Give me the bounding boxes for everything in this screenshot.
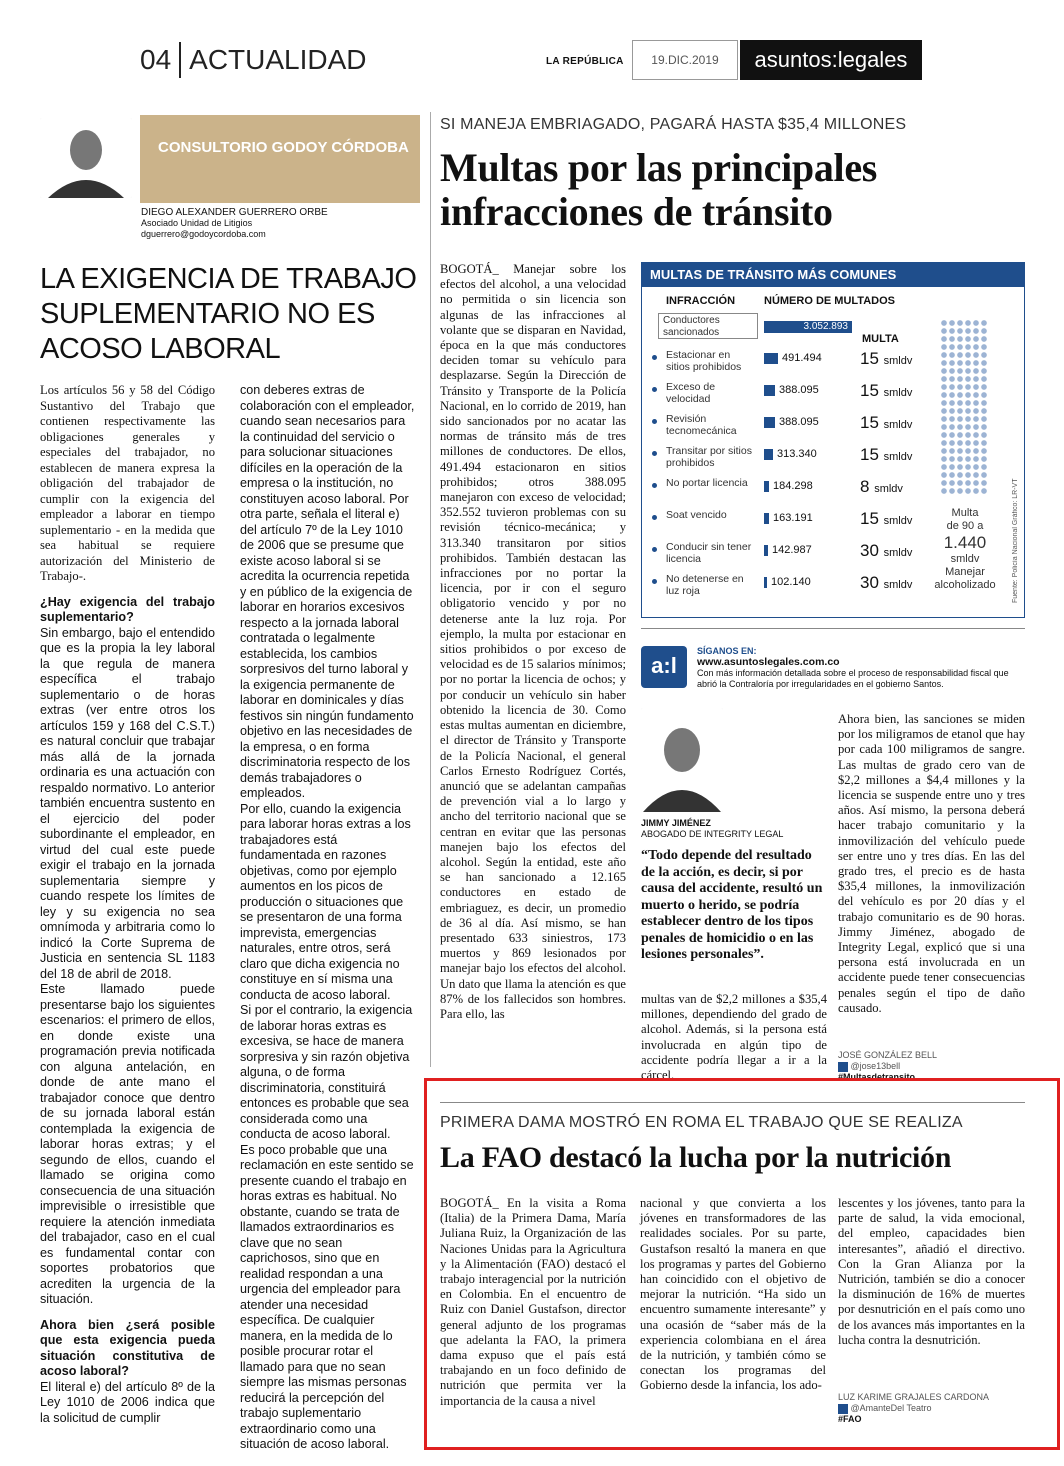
bullet-icon [652, 579, 657, 584]
divider [440, 1102, 1025, 1103]
author-role: Asociado Unidad de Litigios [141, 218, 253, 228]
row-bar [764, 449, 773, 460]
article2-title: La FAO destacó la lucha por la nutrición [440, 1141, 952, 1174]
byline-handle: @jose13bell [850, 1061, 901, 1071]
quoted-person-photo [641, 708, 723, 812]
author-name: DIEGO ALEXANDER GUERRERO ORBE [141, 207, 328, 218]
article1-column-1: BOGOTÁ_ Manejar sobre los efectos del alcohol, a una velocidad no permitida o sin licencia son algunas de las infracciones al volante que se disparan en Navidad, época en la que más conductores deciden tomar su vehículo para desplazarse. Según la Dirección de Tránsito y Transporte de la Policía Nacional, en lo corrido de 2019, han sido sancionados por no acatar las normas de tránsito más de tres millones de conductores. De ellos, 491.494 estacionaron en sitios prohibidos; otros 388.095 manejaron con exceso de velocidad; 352.552 tuvieron problemas con su revisión técnico-mecánica; y 313.340 transitaron por sitios prohibidos. También destacan las infracciones por no portar la licencia, por ir con el seguro obligatorio vencido y por no detenerse ante la luz roja. Por ejemplo, la multa por estacionar en sitios prohibidos o por exceso de velocidad es de 15 salarios mínimos; por no portar la licencia de ochos; y por conducir un vehículo sin haber obtenido la licencia de 30. Como estas multas aumentan en diciembre, el director de Tránsito y Transporte de la Policía Nacional, el general Carlos Ernesto Rodríguez Cortés, anunció que se adelantan campañas de prevención vial a lo largo y ancho del territorio nacional que se centran en evitar que las personas manejen bajo los efectos del alcohol. Según la entidad, este año se han sancionado a 12.165 conductores en estado de embriaguez, es decir, un promedio de 36 al día. Así mismo, se han presentado 633 siniestros, 173 muertos y 869 lesionados por manejar bajo los efectos del alcohol. Un dato que llama la atención es que 87% de los fallecidos son hombres. Para ello, las [440, 262, 626, 1021]
row-label: Exceso de velocidad [666, 381, 716, 405]
bullet-icon [652, 355, 657, 360]
row-fine-unit: smldv [874, 483, 903, 495]
row-fine-unit: smldv [883, 419, 913, 431]
row-bar [764, 481, 769, 492]
side-line: Multa [951, 507, 979, 519]
row-label: No detenerse en luz roja [666, 573, 744, 597]
row-count: 491.494 [782, 352, 822, 364]
author-photo [40, 118, 132, 198]
side-unit: smldv [950, 553, 980, 565]
article1-column-2-bottom: multas van de $2,2 millones a $35,4 millones, dependiendo del grado de alcohol. Además, si la persona está involucrada en algún tipo de accidente podría llegar a ir a la cárcel. [641, 992, 827, 1083]
newspaper-name: LA REPÚBLICA [546, 56, 624, 67]
quoted-role: ABOGADO DE INTEGRITY LEGAL [641, 829, 784, 839]
row-fine-unit: smldv [883, 547, 913, 559]
author-block [141, 207, 328, 240]
row-count: 388.095 [779, 416, 819, 428]
twitter-icon [838, 1404, 848, 1414]
row-count: 102.140 [771, 576, 811, 588]
col-header-infraction: INFRACCIÓN [666, 295, 736, 307]
row-label: Revisión tecnomecánica [666, 413, 737, 437]
byline-hashtag: #Multasdetransito [838, 1072, 916, 1082]
bullet-icon [652, 515, 657, 520]
article1-column-3: Ahora bien, las sanciones se miden por los miligramos de etanol que hay por cada 100 miligramos de sangre. Las multas de grado cero van de $2,2 millones a $4,4 millones y la licencia se suspende entre uno y tres años. Así mismo, la persona deberá hacer trabajo comunitario y la inmovilización del vehículo puede ser entre uno y tres días. En las del grado tres, el precio es de hasta $35,4 millones, la inmovilización del vehículo es por 20 días y el trabajo comunitario es de 90 horas. Jimmy Jiménez, abogado de Integrity Legal, explicó que si una persona está involucrada en un accidente puede tener consecuencias penales según el tipo de daño causado. [838, 712, 1025, 1015]
row-label: No portar licencia [666, 477, 748, 489]
header-divider [179, 42, 181, 78]
section-header [140, 42, 367, 78]
paragraph: Este llamado puede presentarse bajo los siguientes escenarios: el primero de ellos, en donde existe una programación previa notificada con alguna antelación, en donde de ante mano el trabajador conoce que dentro de su jornada laboral están contemplada la exigencia de laborar horas extras; y el segundo de ellos, cuando el llamado se origina como consecuencia de una situación imprevisible o irresistible que requiere la atención inmediata del trabajador, caso en el cual es fundamental contar con soportes probatorios que acrediten la urgencia de la situación. [40, 982, 215, 1306]
opinion-title: LA EXIGENCIA DE TRABAJO SUPLEMENTARIO NO ES ACOSO LABORAL [40, 263, 417, 365]
row-bar [764, 385, 775, 396]
row-bar [764, 417, 775, 428]
quoted-photo-illustration [641, 708, 723, 812]
author-email: dguerrero@godoycordoba.com [141, 229, 266, 239]
follow-box [697, 646, 1027, 690]
author-photo-illustration [40, 118, 132, 198]
row-bar [764, 577, 767, 588]
paragraph: Los artículos 56 y 58 del Código Sustantivo del Trabajo que contienen respectivamente las obligaciones generales y especiales del trabajador, no establecen de manera expresa la obligación del trabajador de cumplir con la exigencia del empleador a laborar en tiempo suplementario - en la medida que sea habitual se requiere autorización del Ministerio de Trabajo-. [40, 383, 215, 583]
article2-column-3: lescentes y los jóvenes, tanto para la parte de salud, la vida emocional, del empleo, capacidades bien interesantes”, añadió el directivo. Con la Gran Alianza por la Nutrición, también se dio a conocer la disminución de 16% de muertes por desnutrición en el país como uno de los avances más importantes en la lucha contra la desnutrición. [838, 1196, 1025, 1347]
side-fact [930, 507, 1000, 592]
row-count: 163.191 [773, 512, 813, 524]
article2-column-2: nacional y que convierta a los jóvenes en transformadores de las realidades sociales. Por su parte, Gustafson resaltó la manera en que los programas y partes del Gobierno han coincidido con el objetivo de mejorar la nutrición. “Ha sido un encuentro sumamente interesante” y una ocasión de “saber más de la experiencia colombiana en el área de la nutrición, y también cómo se conectan los programas del Gobierno desde la infancia, los ado- [640, 1196, 826, 1393]
row-fine-unit: smldv [883, 355, 913, 367]
quoted-person [641, 818, 783, 840]
byline-hashtag: #FAO [838, 1414, 862, 1424]
subheading: Ahora bien ¿será posible que esta exigencia pueda situación constitutiva de acoso laboral? [40, 1317, 215, 1378]
byline-name: LUZ KARIME GRAJALES CARDONA [838, 1392, 990, 1402]
paragraph: con deberes extras de colaboración con el empleador, cuando sean necesarios para la continuidad del servicio o para solucionar situaciones difíciles en la operación de la empresa o la institución, no constituyen acoso laboral. Por otra parte, señala el literal e) del artículo 7º de la Ley 1010 de 2006 que se presume que existe acoso laboral si se acredita la ocurrencia repetida y en público de la exigencia de laborar en horarios excesivos respecto a la jornada laboral contratada o legalmente establecida, los cambios sorpresivos del turno laboral y la exigencia permanente de laborar en dominicales y días festivos sin ningún fundamento objetivo en las necesidades de la empresa, o en forma discriminatoria respecto de los demás trabajadores o empleados. [240, 383, 415, 800]
article2-kicker: PRIMERA DAMA MOSTRÓ EN ROMA EL TRABAJO QUE SE REALIZA [440, 1114, 963, 1131]
subheading: ¿Hay exigencia del trabajo suplementario? [40, 594, 215, 624]
dots-decoration [940, 319, 988, 495]
twitter-icon [838, 1062, 848, 1072]
col-header-fine: MULTA [862, 333, 899, 345]
row-fine-unit: smldv [883, 387, 913, 399]
paragraph: Sin embargo, bajo el entendido que es la propia la ley laboral la que regula de manera específica el trabajo suplementario o de horas extras (ver entre otros los artículos 159 y 168 del C.S.T.) es natural concluir que trabajar más allá de la jornada ordinaria es una actuación con respaldo normativo. Lo anterior también encuentra sustento en el ejercicio del poder subordinante el empleador, en virtud del cual este puede exigir el trabajo en la jornada suplementaria siempre y cuando respete los límites de ley y su exigencia no sea omnímoda y arbitraria como lo indicó la Corte Suprema de Justicia en sentencia SL 1183 del 18 de abril de 2018. [40, 625, 215, 981]
row-fine: 15 smldv [860, 445, 913, 464]
total-label: Conductores sancionados [658, 313, 758, 339]
section-name: ACTUALIDAD [189, 44, 367, 75]
issue-date: 19.DIC.2019 [632, 40, 738, 80]
row-fine-unit: smldv [883, 515, 913, 527]
row-bar [764, 353, 778, 364]
row-fine: 30 smldv [860, 573, 913, 592]
side-line: alcoholizado [934, 579, 996, 591]
article2-column-1: BOGOTÁ_ En la visita a Roma (Italia) de la Primera Dama, María Juliana Ruiz, la Organización de las Naciones Unidas para la Agricultura y la Alimentación (FAO) destacó el trabajo interagencial por la nutrición en Colombia. En el encuentro de Ruiz con Daniel Gustafson, director general adjunto de los programas que adelanta la FAO, la primera dama expuso que el país está trabajando en un foco definido de nutrición que permita ver la importancia de la causa a nivel [440, 1196, 626, 1408]
row-label: Conducir sin tener licencia [666, 541, 752, 565]
bullet-icon [652, 547, 657, 552]
site-logo-icon: a:l [641, 646, 687, 688]
column-brand: CONSULTORIO GODOY CÓRDOBA [140, 115, 420, 203]
total-bar: 3.052.893 [764, 321, 852, 333]
article1-title: Multas por las principales infracciones de tránsito [440, 145, 878, 234]
row-fine: 15 smldv [860, 381, 913, 400]
paragraph: Por ello, cuando la exigencia para laborar horas extras a los trabajadores está fundamentada en razones objetivas, como por ejemplo aumentos en los picos de producción o situaciones que se presentaron de una forma imprevista, emergencias naturales, entre otros, será claro que dicha exigencia no constituye en sí misma una conducta de acoso laboral. [240, 801, 411, 1002]
row-fine-unit: smldv [883, 451, 913, 463]
divider [641, 628, 1025, 629]
bullet-icon [652, 387, 657, 392]
quoted-name: JIMMY JIMÉNEZ [641, 818, 711, 828]
row-label: Transitar por sitios prohibidos [666, 445, 752, 469]
source-note: Fuente: Policía Nacional Gráfico: LR-VT [1012, 478, 1019, 603]
side-line: de 90 a [946, 520, 984, 532]
fines-infographic [641, 262, 1025, 618]
row-fine: 8 smldv [860, 477, 903, 496]
row-fine-unit: smldv [883, 579, 913, 591]
opinion-column-1 [40, 383, 215, 1426]
opinion-column-2 [240, 383, 415, 1453]
follow-label: SÍGANOS EN: [697, 646, 757, 656]
paragraph: El literal e) del artículo 8º de la Ley 1010 de 2006 indica que la solicitud de cumplir [40, 1379, 215, 1425]
byline-handle: @AmanteDel Teatro [850, 1403, 932, 1413]
pull-quote: “Todo depende del resultado de la acción, es decir, si por causa del accidente, resultó un muerto o herido, se podría establecer dentro de los tipos penales de homicidio o en las lesiones personales”. [641, 848, 823, 962]
row-fine: 15 smldv [860, 509, 913, 528]
bullet-icon [652, 419, 657, 424]
byline-name: JOSÉ GONZÁLEZ BELL [838, 1050, 938, 1060]
row-label: Estacionar en sitios prohibidos [666, 349, 742, 373]
row-bar [764, 513, 769, 524]
follow-text: Con más información detallada sobre el proceso de responsabilidad fiscal que abrió la Contraloría por irregularidades en el gobierno Santos. [697, 668, 1009, 689]
paragraph: Si por el contrario, la exigencia de laborar horas extras es excesiva, se hace de manera sorpresiva y sin razón objetiva alguna, o de forma discriminatoria, constituirá entonces es probable que sea considerada como una conducta de acoso laboral. [240, 1003, 413, 1141]
side-value: 1.440 [943, 533, 987, 552]
page-number: 04 [140, 44, 172, 75]
row-count: 184.298 [773, 480, 813, 492]
article2-byline [838, 1392, 989, 1425]
row-fine: 15 smldv [860, 349, 913, 368]
col-header-count: NÚMERO DE MULTADOS [764, 295, 895, 307]
supplement-logo: asuntos:legales [740, 40, 922, 80]
follow-link[interactable]: www.asuntoslegales.com.co [697, 656, 840, 668]
infographic-title: MULTAS DE TRÁNSITO MÁS COMUNES [642, 263, 1024, 287]
article1-kicker: SI MANEJA EMBRIAGADO, PAGARÁ HASTA $35,4 MILLONES [440, 116, 907, 133]
row-fine: 30 smldv [860, 541, 913, 560]
bullet-icon [652, 451, 657, 456]
row-count: 388.095 [779, 384, 819, 396]
bullet-icon [652, 483, 657, 488]
paragraph: Es poco probable que una reclamación en este sentido se presente cuando el trabajo en horas extras es habitual. No obstante, cuando se trata de llamados extraordinarios es clave que no sean caprichosos, sino que en realidad respondan a una urgencia del empleador para atender una necesidad específica. De cualquier manera, en la medida de lo posible procurar rotar el llamado para que no sean siempre las mismas personas reducirá la percepción del trabajo suplementario extraordinario como una situación de acoso laboral. [240, 1142, 414, 1451]
row-count: 142.987 [772, 544, 812, 556]
side-line: Manejar [945, 566, 985, 578]
row-bar [764, 545, 768, 556]
row-count: 313.340 [777, 448, 817, 460]
row-label: Soat vencido [666, 509, 727, 521]
column-divider [430, 112, 431, 1067]
row-fine: 15 smldv [860, 413, 913, 432]
